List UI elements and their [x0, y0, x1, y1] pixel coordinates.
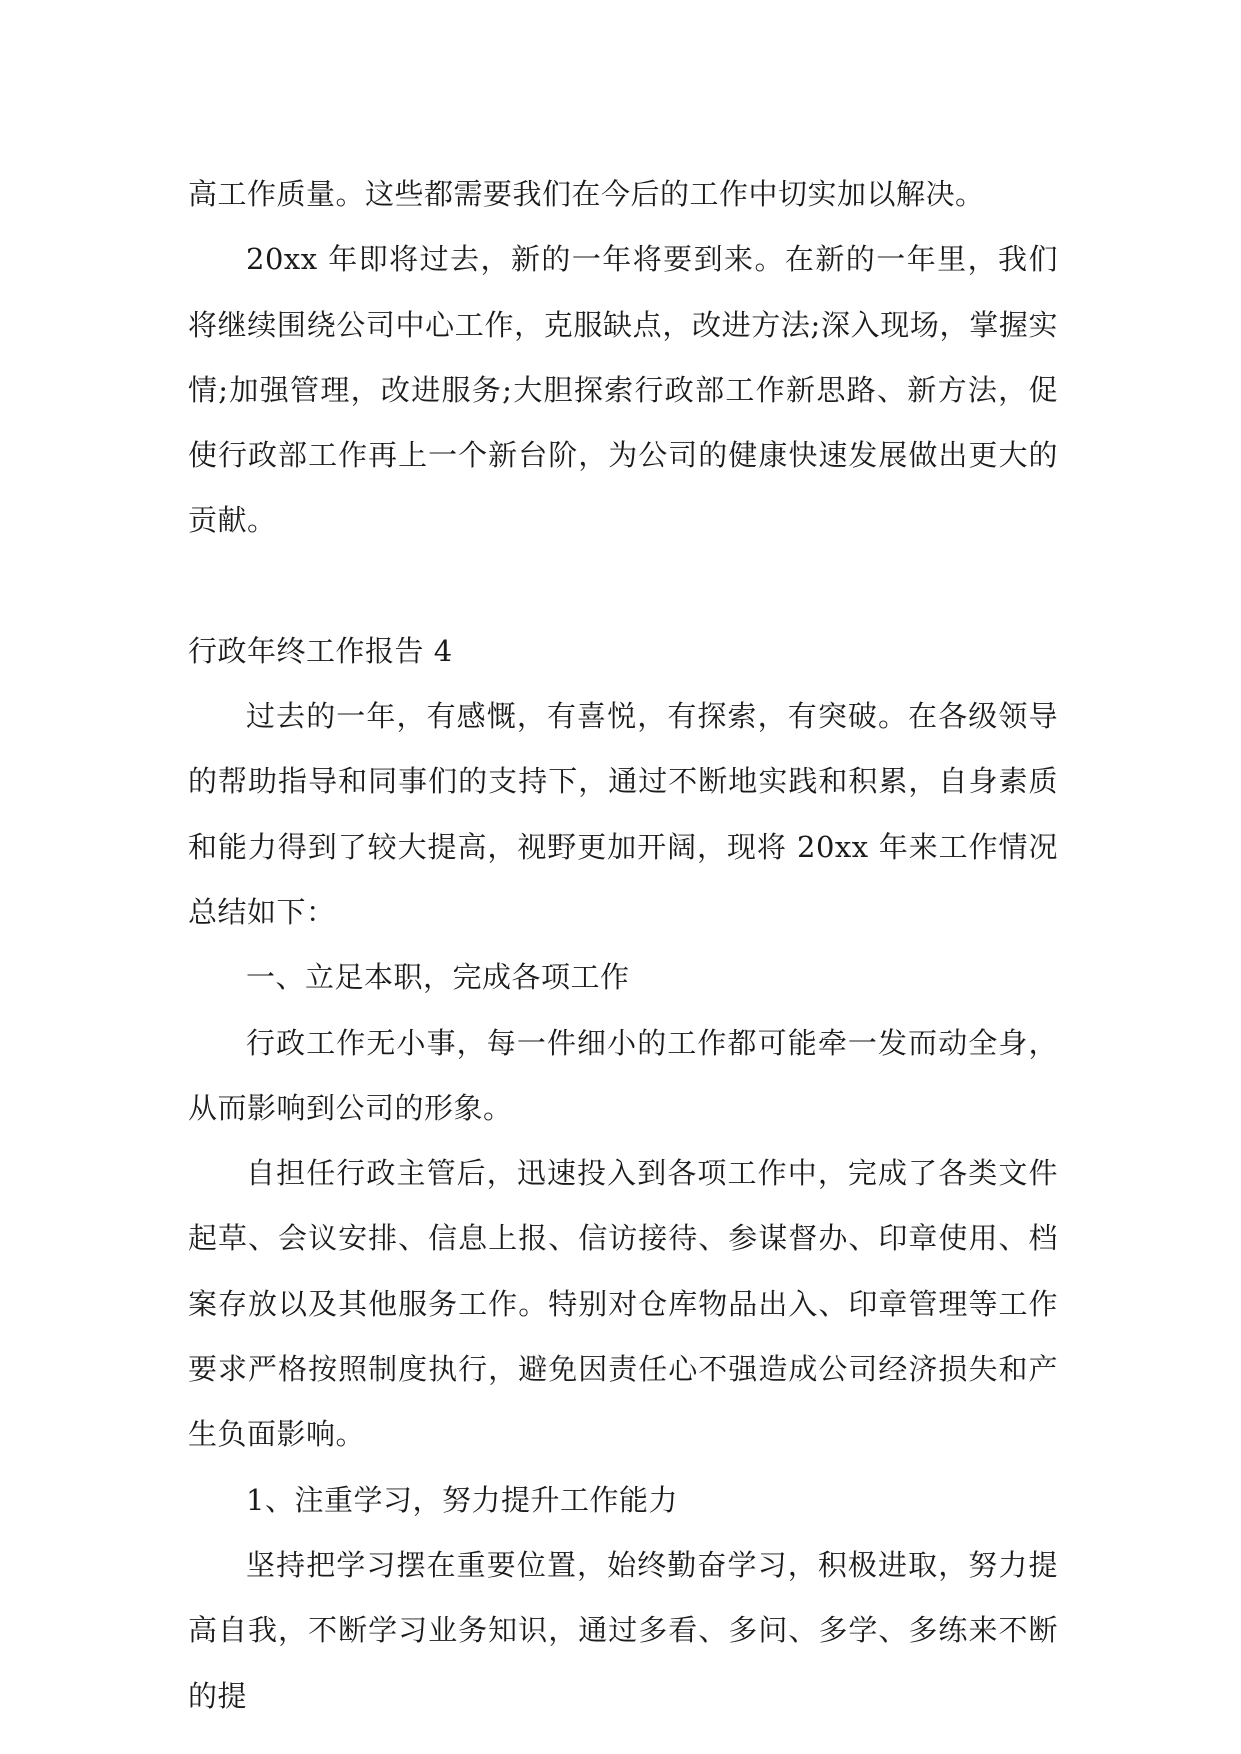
document-body: [188, 162, 1058, 1729]
section-heading: 行政年终工作报告 4: [188, 633, 453, 668]
paragraph-intro: 过去的一年，有感慨，有喜悦，有探索，有突破。在各级领导的帮助指导和同事们的支持下，通过不断地实践和积累，自身素质和能力得到了较大提高，视野更加开阔，现将 20xx 年来工作情况总结如下：: [188, 699, 1058, 929]
subheading-item-one: 1、注重学习，努力提升工作能力: [246, 1482, 678, 1517]
paragraph-duties: 自担任行政主管后，迅速投入到各项工作中，完成了各类文件起草、会议安排、信息上报、信访接待、参谋督办、印章使用、档案存放以及其他服务工作。特别对仓库物品出入、印章管理等工作要求严格按照制度执行，避免因责任心不强造成公司经济损失和产生负面影响。: [188, 1156, 1058, 1452]
paragraph-admin-work: 行政工作无小事，每一件细小的工作都可能牵一发而动全身，从而影响到公司的形象。: [188, 1025, 1058, 1125]
section-spacer: [188, 554, 1058, 619]
paragraph-continuation: 高工作质量。这些都需要我们在今后的工作中切实加以解决。: [188, 177, 985, 211]
paragraph-learning: 坚持把学习摆在重要位置，始终勤奋学习，积极进取，努力提高自我，不断学习业务知识，通过多看、多问、多学、多练来不断的提: [188, 1547, 1058, 1713]
subheading-part-one: 一、立足本职，完成各项工作: [246, 960, 630, 995]
paragraph-outlook: 20xx 年即将过去，新的一年将要到来。在新的一年里，我们将继续围绕公司中心工作，克服缺点，改进方法;深入现场，掌握实情;加强管理，改进服务;大胆探索行政部工作新思路、新方法，促使行政部工作再上一个新台阶，为公司的健康快速发展做出更大的贡献。: [188, 242, 1058, 538]
